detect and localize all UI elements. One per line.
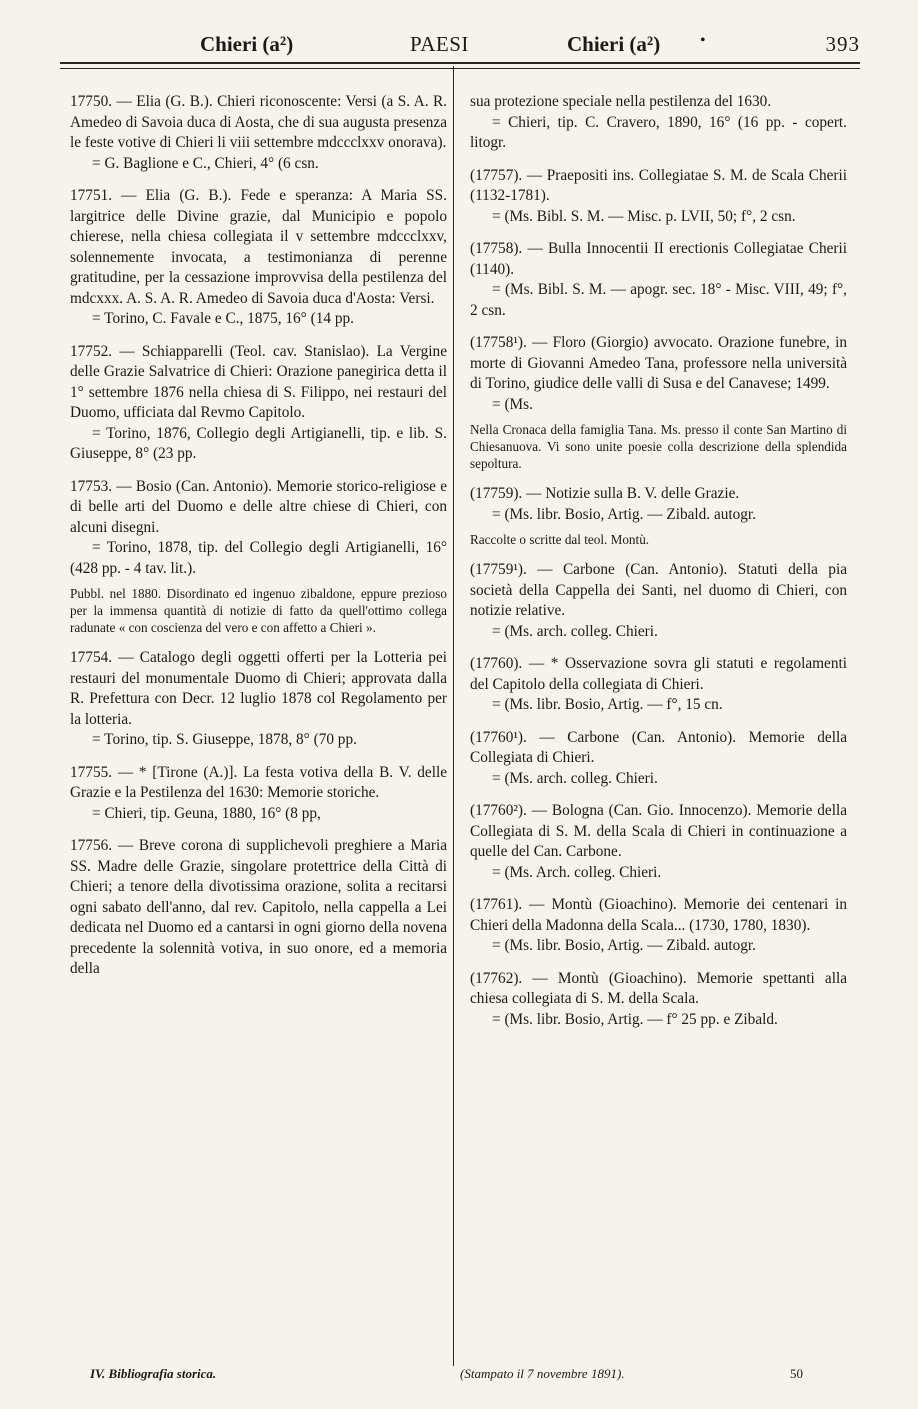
header-section-title: PAESI bbox=[410, 32, 469, 56]
bibliography-entry bbox=[470, 239, 847, 321]
page-number: 393 bbox=[825, 32, 860, 56]
bibliography-entry bbox=[470, 92, 847, 154]
bibliography-entry bbox=[470, 560, 847, 642]
footer-series-title: IV. Bibliografia storica. bbox=[90, 1366, 217, 1381]
entry-imprint: = G. Baglione e C., Chieri, 4° (6 csn. bbox=[92, 154, 319, 172]
entry-imprint: = (Ms. libr. Bosio, Artig. — Zibald. autogr. bbox=[492, 937, 756, 954]
entry-imprint: = (Ms. Arch. colleg. Chieri. bbox=[492, 863, 662, 881]
entry-text: 17754. — Catalogo degli oggetti offerti per la Lotteria pei restauri del monumentale Duomo di Chieri; approvata dalla R. Prefettura con Decr. 12 luglio 1878 col Regolamento per la lotteria. bbox=[70, 649, 447, 728]
footer-print-date: (Stampato il 7 novembre 1891). bbox=[460, 1366, 625, 1381]
bibliography-entry bbox=[470, 484, 847, 548]
bibliography-entry bbox=[70, 836, 447, 980]
entry-imprint: = (Ms. Bibl. S. M. — apogr. sec. 18° - Misc. VIII, 49; f°, 2 csn. bbox=[470, 281, 847, 319]
entry-text: (17760¹). — Carbone (Can. Antonio). Memorie della Collegiata di Chieri. bbox=[470, 728, 847, 766]
bibliography-entry bbox=[470, 333, 847, 472]
bibliography-entry bbox=[70, 477, 447, 637]
entry-text: (17758¹). — Floro (Giorgio) avvocato. Orazione funebre, in morte di Giovanni Amedeo Tana, professore nella università di Torino, giudice delle valli di Susa e del Canavese; 1499. bbox=[470, 334, 847, 392]
entry-note: Pubbl. nel 1880. Disordinato ed ingenuo zibaldone, eppure prezioso per la immensa quantità di notizie di fatto da quell'ottimo collega radunate « con coscienza del vero e con affetto a Chieri ». bbox=[70, 586, 447, 635]
running-head bbox=[60, 28, 860, 58]
header-bullet: • bbox=[700, 32, 706, 49]
entry-text: 17756. — Breve corona di supplichevoli preghiere a Maria SS. Madre delle Grazie, singolare protettrice della Città di Chieri; a tenore della divotissima orazione, solita a recitarsi ogni sabato dell'anno, dal rev. Capitolo, nella cappella a Lei dedicata nel Duomo ed a cantarsi in ogni giorno della novena precedente la solennità votiva, in suo onore, ed a memoria della bbox=[70, 837, 447, 977]
bibliography-entry bbox=[70, 648, 447, 751]
entry-imprint: = Torino, tip. S. Giuseppe, 1878, 8° (70 pp. bbox=[92, 731, 357, 748]
bibliography-entry bbox=[70, 92, 447, 174]
entry-text: 17751. — Elia (G. B.). Fede e speranza: A Maria SS. largitrice delle Divine grazie, dal Municipio e popolo chierese, nella chiesa collegiata il v settembre mdccclxxv, solennemente invocata, a testimonianza di perenne gratitudine, per la cessazione improvvisa della pestilenza del mdcxxx. A. S. A. R. Amedeo di Savoia duca d'Aosta: Versi. bbox=[70, 187, 447, 307]
bibliography-entry bbox=[470, 895, 847, 957]
header-rule bbox=[60, 62, 860, 69]
entry-imprint: = Torino, 1878, tip. del Collegio degli Artigianelli, 16° (428 pp. - 4 tav. lit.). bbox=[70, 539, 447, 577]
entry-text: 17755. — * [Tirone (A.)]. La festa votiva della B. V. delle Grazie e la Pestilenza del 1630: Memorie storiche. bbox=[70, 763, 447, 801]
entry-imprint: = Chieri, tip. C. Cravero, 1890, 16° (16 pp. - copert. litogr. bbox=[470, 113, 847, 151]
entry-text: 17752. — Schiapparelli (Teol. cav. Stanislao). La Vergine delle Grazie Salvatrice di Chieri: Orazione panegirica detta il 1° settembre 1876 nella chiesa di S. Filippo, nei restauri del Duomo, ufficiata dal Revmo Capitolo. bbox=[70, 342, 447, 421]
entry-text: (17758). — Bulla Innocentii II erectionis Collegiatae Cherii (1140). bbox=[470, 240, 847, 278]
entry-imprint: = (Ms. libr. Bosio, Artig. — f° 25 pp. e Zibald. bbox=[492, 1010, 778, 1028]
bibliography-entry bbox=[70, 763, 447, 825]
entry-text: sua protezione speciale nella pestilenza del 1630. bbox=[470, 93, 772, 110]
header-left-title: Chieri (a²) bbox=[200, 32, 294, 56]
entry-text: (17760²). — Bologna (Can. Gio. Innocenzo). Memorie della Collegiata di S. M. della Scala di Chieri in continuazione a quelle del Can. Carbone. bbox=[470, 802, 847, 860]
entry-note: Raccolte o scritte dal teol. Montù. bbox=[470, 532, 650, 547]
entry-imprint: = (Ms. libr. Bosio, Artig. — f°, 15 cn. bbox=[492, 696, 723, 713]
entry-imprint: = (Ms. bbox=[492, 395, 533, 413]
entry-imprint: = Chieri, tip. Geuna, 1880, 16° (8 pp, bbox=[92, 804, 321, 822]
entry-imprint: = (Ms. arch. colleg. Chieri. bbox=[492, 769, 658, 787]
entry-text: 17750. — Elia (G. B.). Chieri riconoscente: Versi (a S. A. R. Amedeo di Savoia duca di Aosta, che di sua augusta presenza le feste votive di Chieri li viii settembre mdccclxxv onorava). bbox=[70, 93, 447, 151]
column-divider bbox=[453, 66, 454, 1366]
footer-sheet-number: 50 bbox=[790, 1366, 803, 1381]
entry-imprint: = (Ms. Bibl. S. M. — Misc. p. LVII, 50; f°, 2 csn. bbox=[492, 207, 796, 225]
page-footer bbox=[90, 1366, 850, 1390]
left-column bbox=[70, 92, 447, 992]
bibliography-entry bbox=[70, 342, 447, 465]
right-column bbox=[470, 92, 847, 1042]
entry-text: (17759¹). — Carbone (Can. Antonio). Statuti della pia società della Cappella dei Santi, nel duomo di Chieri, con notizie relative. bbox=[470, 561, 847, 619]
bibliography-entry bbox=[470, 166, 847, 228]
entry-text: (17760). — * Osservazione sovra gli statuti e regolamenti del Capitolo della collegiata di Chieri. bbox=[470, 655, 847, 693]
entry-imprint: = Torino, 1876, Collegio degli Artigianelli, tip. e lib. S. Giuseppe, 8° (23 pp. bbox=[70, 424, 447, 462]
entry-imprint: = Torino, C. Favale e C., 1875, 16° (14 pp. bbox=[92, 310, 354, 327]
entry-text: (17761). — Montù (Gioachino). Memorie dei centenari in Chieri della Madonna della Scala... (1730, 1780, 1830). bbox=[470, 896, 847, 934]
entry-text: (17759). — Notizie sulla B. V. delle Grazie. bbox=[470, 485, 740, 502]
entry-note: Nella Cronaca della famiglia Tana. Ms. presso il conte San Martino di Chiesanuova. Vi sono unite poesie colla descrizione della splendida sepoltura. bbox=[470, 422, 847, 471]
entry-imprint: = (Ms. libr. Bosio, Artig. — Zibald. autogr. bbox=[492, 505, 756, 523]
bibliography-entry bbox=[470, 969, 847, 1031]
bibliography-entry bbox=[470, 654, 847, 716]
bibliography-entry bbox=[470, 801, 847, 883]
entry-text: (17762). — Montù (Gioachino). Memorie spettanti alla chiesa collegiata di S. M. della Scala. bbox=[470, 969, 847, 1007]
bibliography-entry bbox=[70, 186, 447, 330]
entry-text: 17753. — Bosio (Can. Antonio). Memorie storico-religiose e di belle arti del Duomo e delle altre chiese di Chieri, con alcuni disegni. bbox=[70, 477, 447, 536]
entry-text: (17757). — Praepositi ins. Collegiatae S. M. de Scala Cherii (1132-1781). bbox=[470, 166, 847, 204]
entry-imprint: = (Ms. arch. colleg. Chieri. bbox=[492, 622, 658, 640]
bibliography-entry bbox=[470, 728, 847, 790]
header-right-title: Chieri (a²) bbox=[567, 32, 661, 56]
